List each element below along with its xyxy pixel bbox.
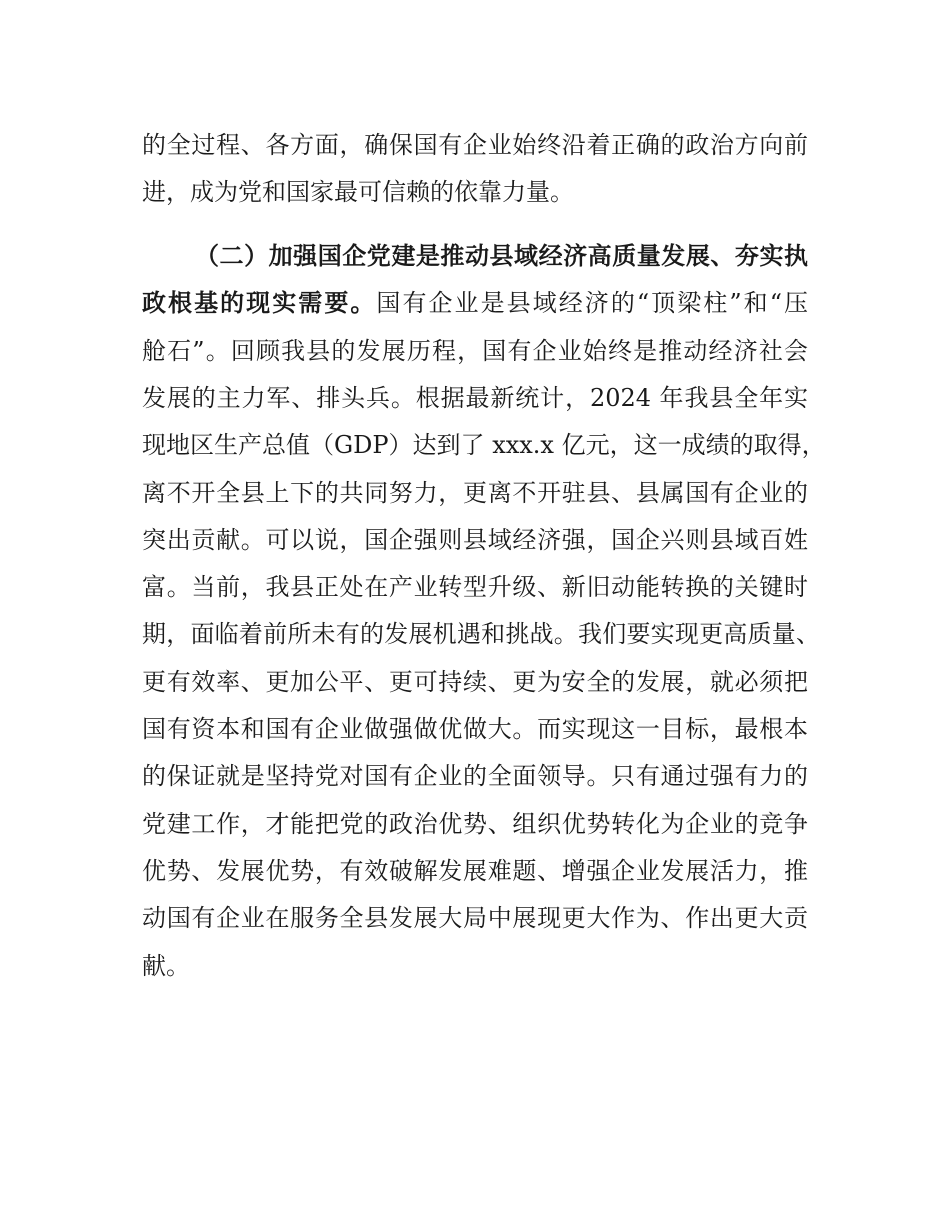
text-line <box>142 478 808 508</box>
text-line <box>142 667 808 697</box>
text-line <box>142 130 808 160</box>
body-text: 更有效率、更加公平、更可持续、更为安全的发展，就必须把 <box>142 667 808 696</box>
body-text: 舱石”。回顾我县的发展历程，国有企业始终是推动经济社会 <box>142 336 808 365</box>
body-text: 发展的主力军、排头兵。根据最新统计，2024 年我县全年实 <box>142 383 808 412</box>
body-text: 的全过程、各方面，确保国有企业始终沿着正确的政治方向前 <box>142 131 808 159</box>
body-text: 突出贡献。可以说，国企强则县域经济强，国企兴则县域百姓 <box>142 525 808 554</box>
text-line <box>142 525 808 555</box>
text-line <box>142 951 808 981</box>
text-line <box>142 430 826 460</box>
body-text: 的保证就是坚持党对国有企业的全面领导。只有通过强有力的 <box>142 762 808 791</box>
text-line <box>142 856 808 886</box>
text-line <box>142 383 808 413</box>
text-line <box>142 903 808 933</box>
text-line <box>142 809 808 839</box>
body-text: 国有资本和国有企业做强做优做大。而实现这一目标，最根本 <box>142 715 808 743</box>
body-text: 动国有企业在服务全县发展大局中展现更大作为、作出更大贡 <box>142 904 808 933</box>
text-line <box>195 241 808 271</box>
body-text: 国有企业是县域经济的“顶梁柱”和“压 <box>376 289 809 318</box>
body-text: 现地区生产总值（GDP）达到了 xxx.x 亿元，这一成绩的取得， <box>142 431 826 460</box>
body-text: 优势、发展优势，有效破解发展难题、增强企业发展活力，推 <box>142 856 808 885</box>
text-line <box>142 761 808 791</box>
text-line <box>142 336 808 366</box>
text-line <box>142 572 808 602</box>
body-text: 期，面临着前所未有的发展机遇和挑战。我们要实现更高质量、 <box>142 620 820 649</box>
text-line <box>142 714 808 744</box>
text-line <box>142 619 820 649</box>
body-text: 党建工作，才能把党的政治优势、组织优势转化为企业的竞争 <box>142 809 808 838</box>
body-text: 进，成为党和国家最可信赖的依靠力量。 <box>142 178 574 207</box>
heading-text: 政根基的现实需要。 <box>142 289 377 318</box>
text-line <box>142 177 808 207</box>
body-text: 献。 <box>142 951 190 980</box>
body-text: 离不开全县上下的共同努力，更离不开驻县、县属国有企业的 <box>142 478 808 507</box>
text-line <box>142 288 808 318</box>
body-text: 富。当前，我县正处在产业转型升级、新旧动能转换的关键时 <box>142 573 808 602</box>
heading-text: （二）加强国企党建是推动县域经济高质量发展、夯实执 <box>195 242 808 270</box>
